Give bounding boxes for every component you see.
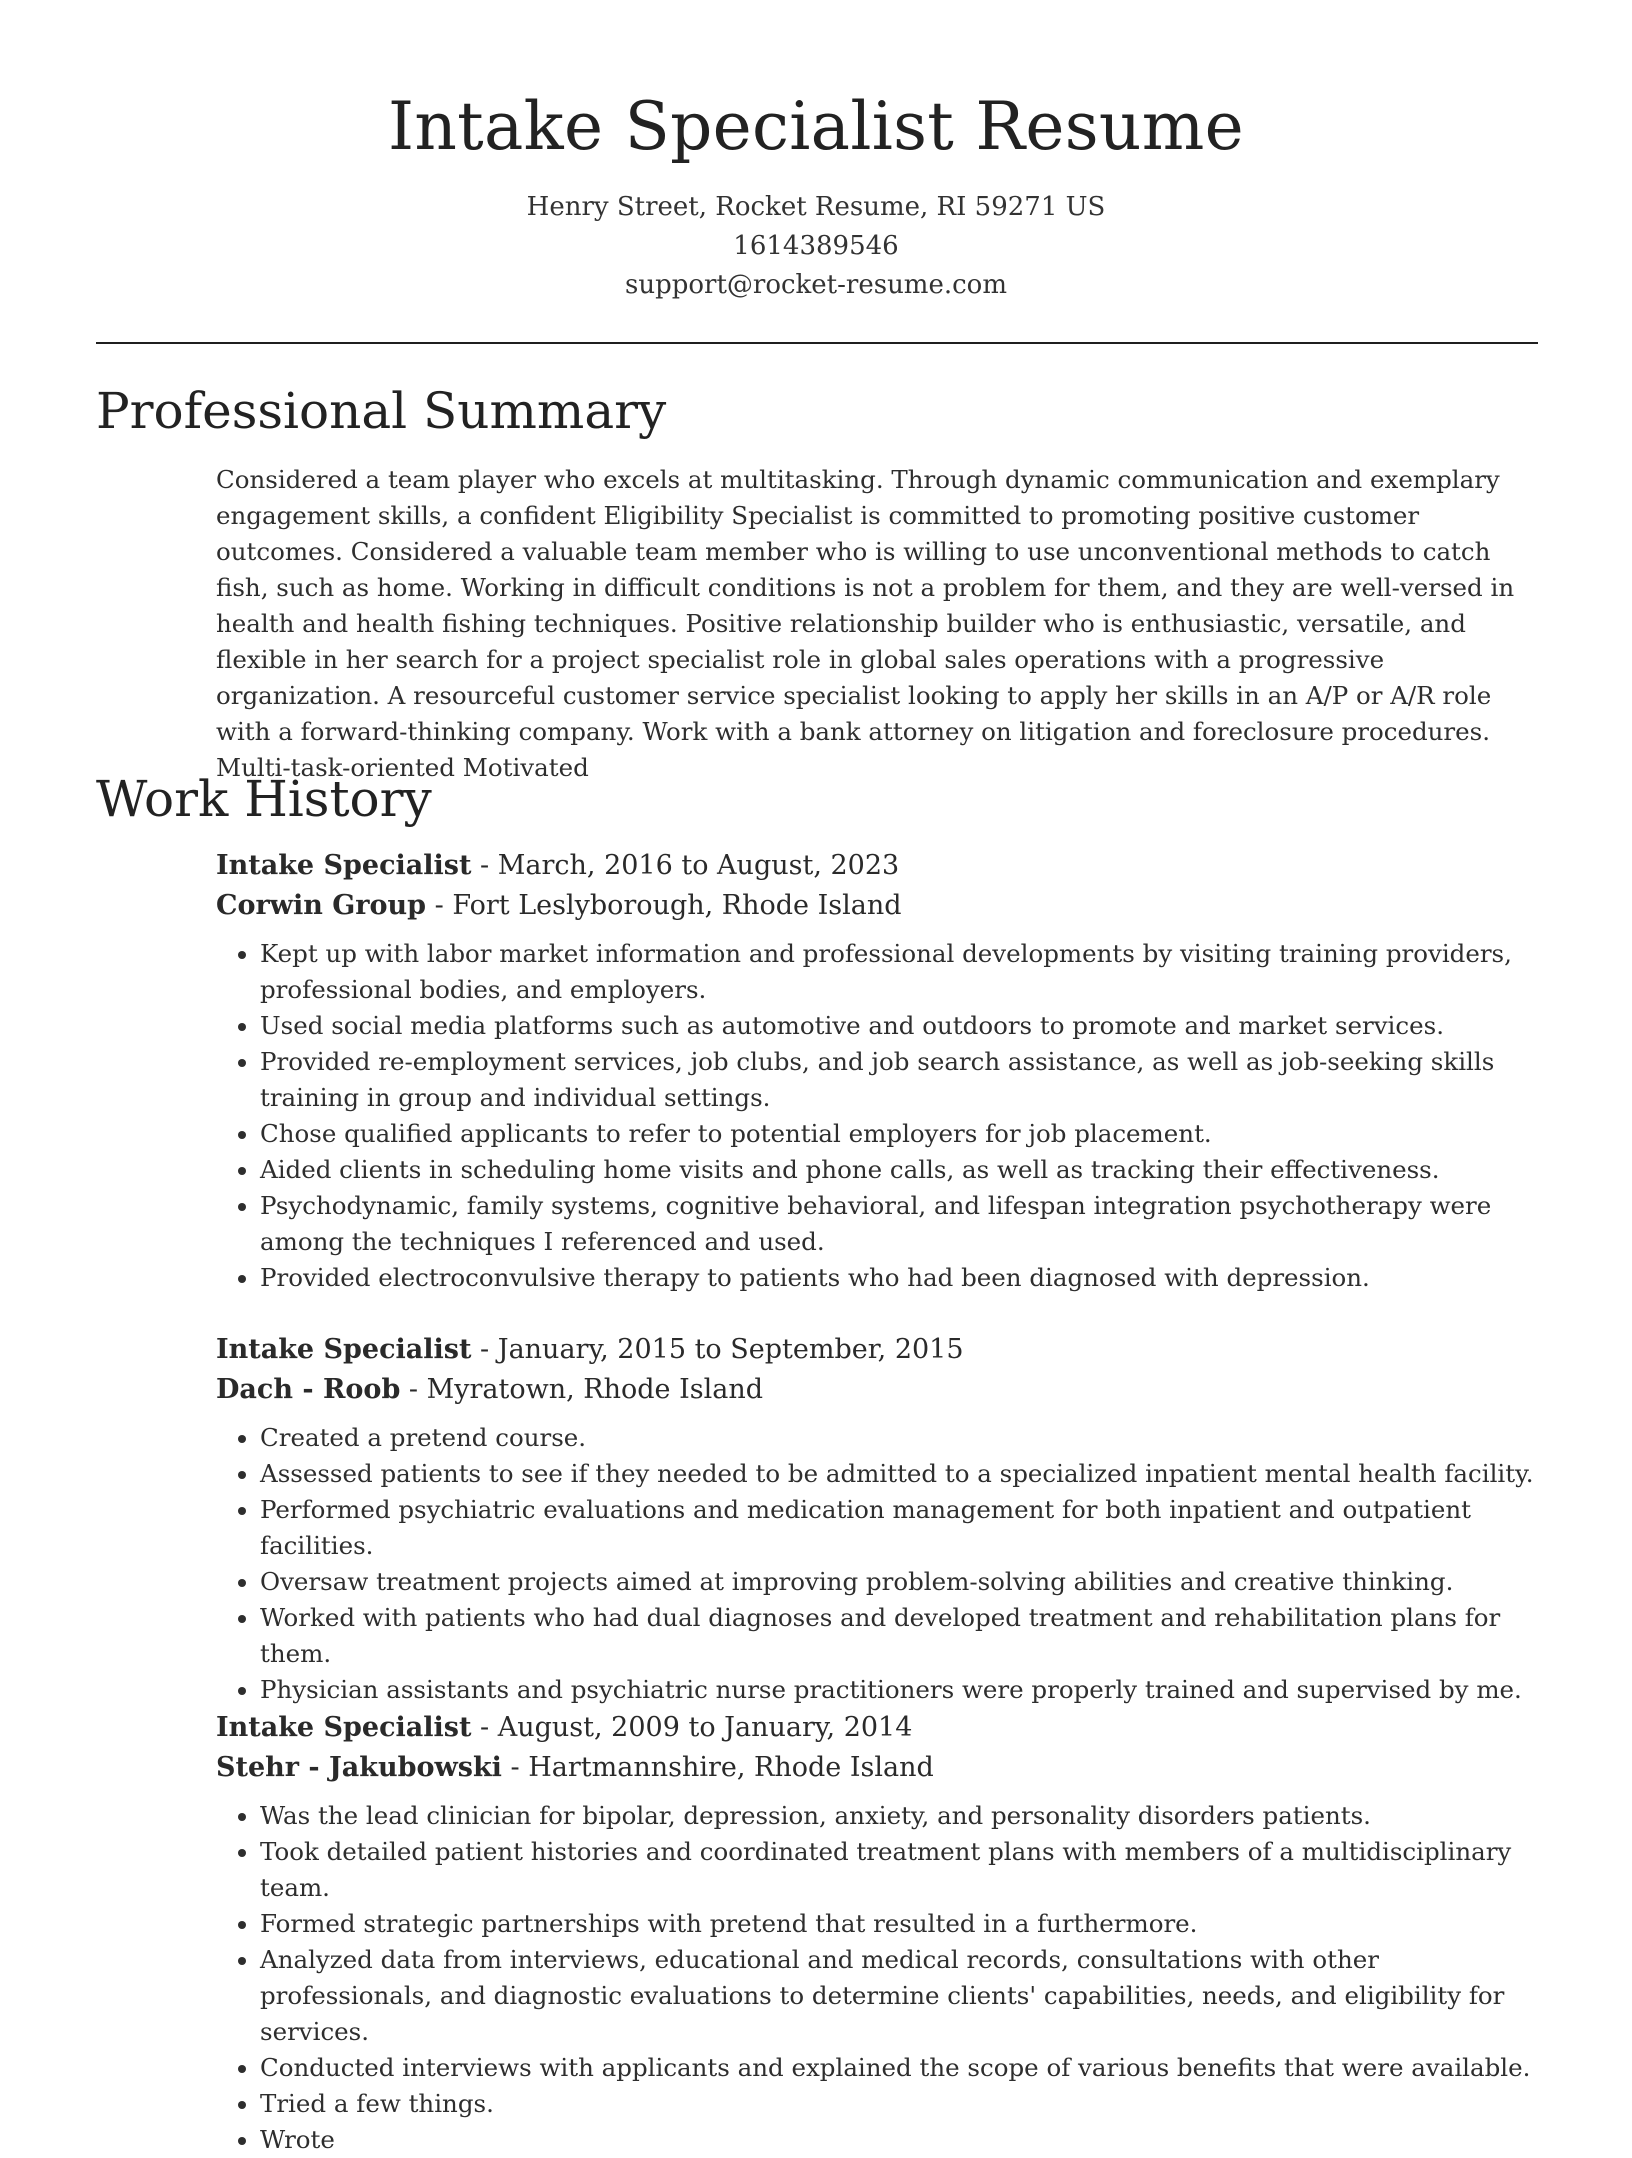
contact-address: Henry Street, Rocket Resume, RI 59271 US [526, 192, 1106, 222]
job-company-line [216, 1748, 1546, 1788]
list-item: • Chose qualified applicants to refer to potential employers for job placement. [260, 1116, 1546, 1152]
summary-heading: Professional Summary [96, 382, 667, 440]
list-item: • Physician assistants and psychiatric nurse practitioners were properly trained and supervised by me. [260, 1672, 1546, 1708]
job-company: Stehr - Jakubowski [216, 1752, 502, 1783]
list-item: • Conducted interviews with applicants and explained the scope of various benefits that were available. [260, 2050, 1546, 2086]
list-item: • Wrote [260, 2122, 1546, 2158]
list-item: • Provided electroconvulsive therapy to patients who had been diagnosed with depression. [260, 1260, 1546, 1296]
list-item: • Used social media platforms such as automotive and outdoors to promote and market services. [260, 1008, 1546, 1044]
job-company-line [216, 1370, 1546, 1410]
job-dates: August, 2009 to January, 2014 [497, 1712, 913, 1743]
list-item: • Worked with patients who had dual diagnoses and developed treatment and rehabilitation plans for them. [260, 1600, 1546, 1672]
job-bullets [216, 1798, 1546, 2158]
job-title-line [216, 1708, 1546, 1748]
contact-block [0, 188, 1632, 305]
list-item: • Provided re-employment services, job clubs, and job search assistance, as well as job-seeking skills training in group and individual settings. [260, 1044, 1546, 1116]
job-separator: - [400, 1374, 427, 1405]
list-item: • Psychodynamic, family systems, cognitive behavioral, and lifespan integration psychotherapy were among the techniques I referenced and used. [260, 1188, 1546, 1260]
list-item: • Performed psychiatric evaluations and medication management for both inpatient and outpatient facilities. [260, 1492, 1546, 1564]
job-company: Corwin Group [216, 890, 427, 921]
job-separator: - [471, 1712, 498, 1743]
job-separator: - [426, 890, 453, 921]
job-location: Hartmannshire, Rhode Island [528, 1752, 934, 1783]
job-entry [216, 1708, 1546, 2158]
job-title: Intake Specialist [216, 1712, 472, 1743]
list-item: • Tried a few things. [260, 2086, 1546, 2122]
list-item: • Formed strategic partnerships with pretend that resulted in a furthermore. [260, 1906, 1546, 1942]
job-dates: January, 2015 to September, 2015 [497, 1334, 964, 1365]
list-item: • Aided clients in scheduling home visits and phone calls, as well as tracking their effectiveness. [260, 1152, 1546, 1188]
job-title-line [216, 846, 1546, 886]
job-dates: March, 2016 to August, 2023 [497, 850, 900, 881]
job-separator: - [501, 1752, 529, 1783]
job-entry [216, 846, 1546, 1296]
contact-email: support@rocket-resume.com [624, 270, 1007, 300]
job-separator: - [471, 1334, 498, 1365]
list-item: • Took detailed patient histories and coordinated treatment plans with members of a multidisciplinary team. [260, 1834, 1546, 1906]
job-company-line [216, 886, 1546, 926]
job-entry [216, 1330, 1546, 1708]
header-divider [96, 342, 1538, 344]
job-location: Fort Leslyborough, Rhode Island [452, 890, 902, 921]
job-title: Intake Specialist [216, 850, 472, 881]
job-separator: - [471, 850, 498, 881]
list-item: • Analyzed data from interviews, educational and medical records, consultations with other professionals, and diagnostic evaluations to determine clients' capabilities, needs, and eligibility for services. [260, 1942, 1546, 2050]
job-bullets [216, 1420, 1546, 1708]
job-company: Dach - Roob [216, 1374, 401, 1405]
contact-phone: 1614389546 [733, 231, 899, 261]
summary-text: Considered a team player who excels at multitasking. Through dynamic communication and exemplary engagement skills, a confident Eligibility Specialist is committed to promoting positive customer outcomes. Considered a valuable team member who is willing to use unconventional methods to catch fish, such as home. Working in difficult conditions is not a problem for them, and they are well-versed in health and health fishing techniques. Positive relationship builder who is enthusiastic, versatile, and flexible in her search for a project specialist role in global sales operations with a progressive organization. A resourceful customer service specialist looking to apply her skills in an A/P or A/R role with a forward-thinking company. Work with a bank attorney on litigation and foreclosure procedures. Multi-task-oriented Motivated [216, 465, 1515, 782]
list-item: • Created a pretend course. [260, 1420, 1546, 1456]
job-title: Intake Specialist [216, 1334, 472, 1365]
job-title-line [216, 1330, 1546, 1370]
job-location: Myratown, Rhode Island [426, 1374, 764, 1405]
list-item: • Oversaw treatment projects aimed at improving problem-solving abilities and creative thinking. [260, 1564, 1546, 1600]
resume-header [0, 0, 1632, 305]
list-item: • Kept up with labor market information and professional developments by visiting training providers, professional bodies, and employers. [260, 936, 1546, 1008]
work-history-heading: Work History [96, 770, 432, 828]
list-item: • Assessed patients to see if they needed to be admitted to a specialized inpatient mental health facility. [260, 1456, 1546, 1492]
page-title: Intake Specialist Resume [388, 88, 1244, 165]
job-bullets [216, 936, 1546, 1296]
list-item: • Was the lead clinician for bipolar, depression, anxiety, and personality disorders patients. [260, 1798, 1546, 1834]
